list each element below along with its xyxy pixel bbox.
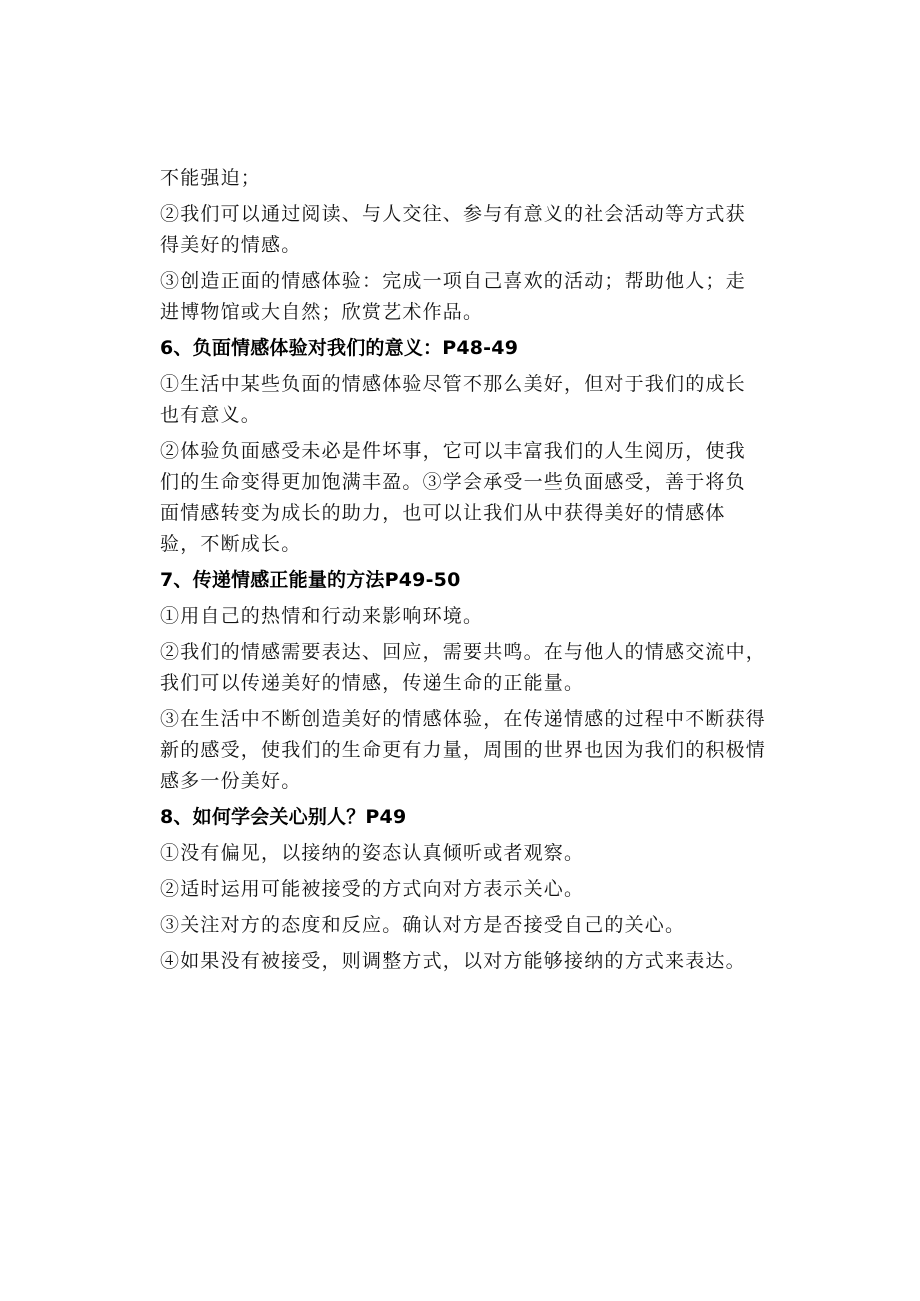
text-line: ①没有偏见，以接纳的姿态认真倾听或者观察。: [160, 842, 585, 864]
paragraph: [160, 369, 760, 431]
text-line: ①生活中某些负面的情感体验尽管不那么美好，但对于我们的成长: [160, 373, 746, 395]
text-line: ②适时运用可能被接受的方式向对方表示关心。: [160, 878, 585, 900]
text-line: 验，不断成长。: [160, 533, 302, 555]
paragraph: [160, 704, 767, 797]
text-line: 新的感受，使我们的生命更有力量，周围的世界也因为我们的积极情: [160, 739, 767, 761]
section-heading: 8、如何学会关心别人？P49: [160, 806, 407, 828]
text-line: ③在生活中不断创造美好的情感体验，在传递情感的过程中不断获得: [160, 708, 767, 730]
paragraph: [160, 436, 760, 560]
text-line: ③关注对方的态度和反应。确认对方是否接受自己的关心。: [160, 914, 686, 936]
paragraph: [160, 910, 760, 941]
section-heading: 7、传递情感正能量的方法P49-50: [160, 569, 461, 591]
text-line: ④如果没有被接受，则调整方式，以对方能够接纳的方式来表达。: [160, 950, 746, 972]
paragraph: [160, 601, 760, 632]
text-line: ②体验负面感受未必是件坏事，它可以丰富我们的人生阅历，使我: [160, 440, 746, 462]
paragraph: [160, 946, 760, 977]
paragraph: [160, 163, 760, 194]
document-page: [160, 163, 767, 977]
text-line: 面情感转变为成长的助力，也可以让我们从中获得美好的情感体: [160, 502, 726, 524]
paragraph: [160, 199, 760, 261]
text-line: 进博物馆或大自然；欣赏艺术作品。: [160, 301, 484, 323]
paragraph: [160, 637, 767, 699]
section-heading: 6、负面情感体验对我们的意义：P48-49: [160, 337, 519, 359]
text-line: 们的生命变得更加饱满丰盈。③学会承受一些负面感受，善于将负: [160, 471, 746, 493]
text-line: 得美好的情感。: [160, 234, 302, 256]
text-line: 感多一份美好。: [160, 770, 302, 792]
text-line: ②我们的情感需要表达、回应，需要共鸣。在与他人的情感交流中，: [160, 641, 767, 663]
paragraph: [160, 266, 760, 328]
text-line: 我们可以传递美好的情感，传递生命的正能量。: [160, 672, 585, 694]
paragraph: [160, 838, 760, 869]
text-line: 也有意义。: [160, 404, 262, 426]
text-line: ②我们可以通过阅读、与人交往、参与有意义的社会活动等方式获: [160, 203, 746, 225]
paragraph: [160, 874, 760, 905]
text-line: 不能强迫；: [160, 167, 262, 189]
text-line: ③创造正面的情感体验：完成一项自己喜欢的活动；帮助他人；走: [160, 270, 746, 292]
text-line: ①用自己的热情和行动来影响环境。: [160, 605, 484, 627]
